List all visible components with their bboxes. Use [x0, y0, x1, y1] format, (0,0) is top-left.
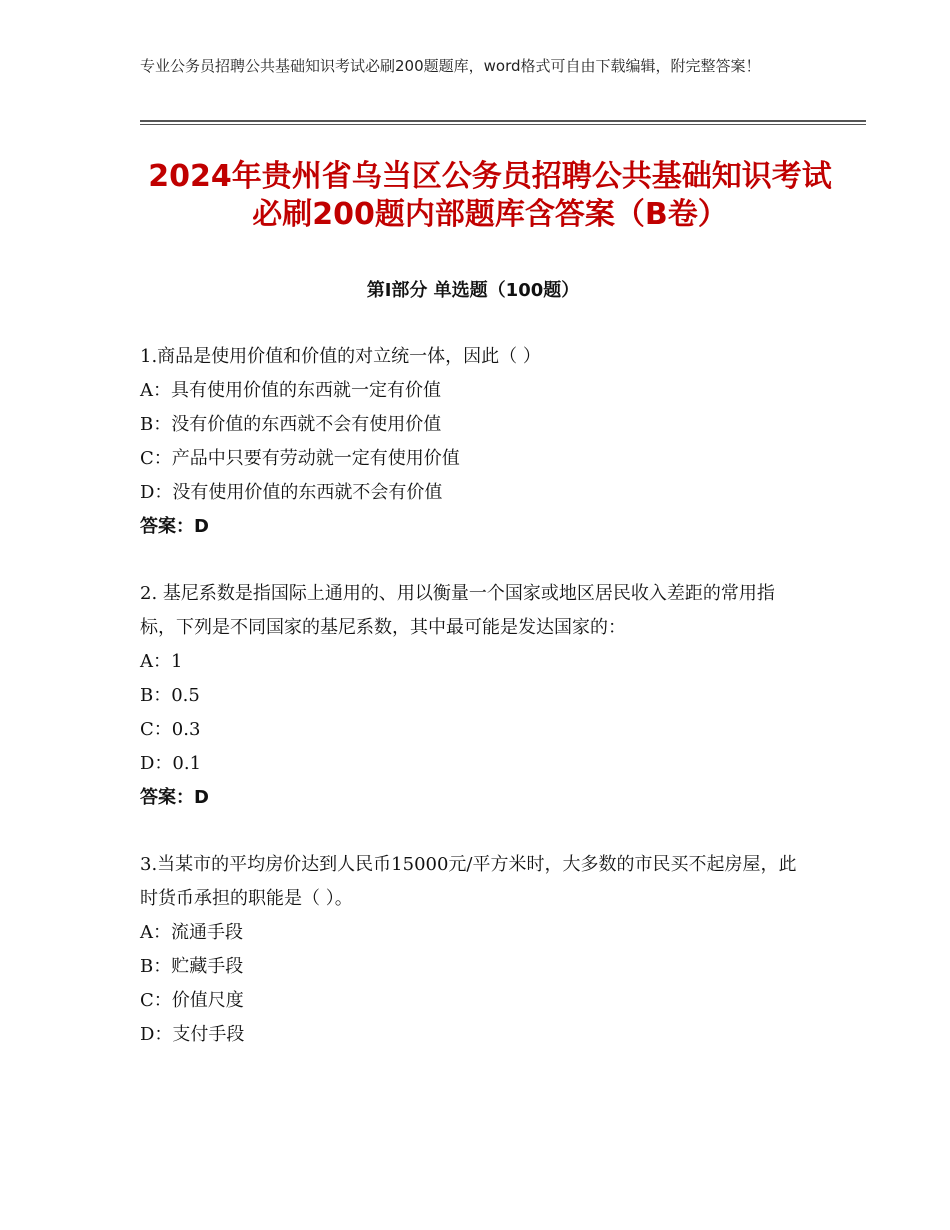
question-list: [140, 340, 810, 1085]
answer: 答案：D: [140, 516, 209, 537]
option-c: C：价值尺度: [140, 990, 244, 1011]
header-divider-thin: [140, 124, 866, 125]
question-text: 2. 基尼系数是指国际上通用的、用以衡量一个国家或地区居民收入差距的常用指标，下列是不同国家的基尼系数，其中最可能是发达国家的：: [140, 583, 775, 638]
question-text: 1.商品是使用价值和价值的对立统一体，因此（ ）: [140, 346, 541, 367]
document-title: 2024年贵州省乌当区公务员招聘公共基础知识考试必刷200题内部题库含答案（B卷）: [148, 159, 832, 232]
option-a: A：1: [140, 651, 183, 672]
header-note: 专业公务员招聘公共基础知识考试必刷200题题库，word格式可自由下载编辑，附完整答案！: [140, 57, 761, 75]
option-d: D：没有使用价值的东西就不会有价值: [140, 482, 443, 503]
option-a: A：流通手段: [140, 922, 243, 943]
question-3: [140, 848, 810, 1052]
option-b: B：没有价值的东西就不会有使用价值: [140, 414, 442, 435]
question-text: 3.当某市的平均房价达到人民币15000元/平方米时，大多数的市民买不起房屋，此时货币承担的职能是（ ）。: [140, 854, 797, 909]
option-c: C：0.3: [140, 719, 201, 740]
question-2: [140, 577, 810, 815]
option-c: C：产品中只要有劳动就一定有使用价值: [140, 448, 460, 469]
section-heading: 第Ⅰ部分 单选题（100题）: [366, 280, 580, 301]
option-a: A：具有使用价值的东西就一定有价值: [140, 380, 441, 401]
option-d: D：支付手段: [140, 1024, 245, 1045]
answer: 答案：D: [140, 787, 209, 808]
question-1: [140, 340, 810, 544]
header-divider: [140, 120, 866, 122]
option-d: D：0.1: [140, 753, 202, 774]
option-b: B：贮藏手段: [140, 956, 244, 977]
option-b: B：0.5: [140, 685, 200, 706]
